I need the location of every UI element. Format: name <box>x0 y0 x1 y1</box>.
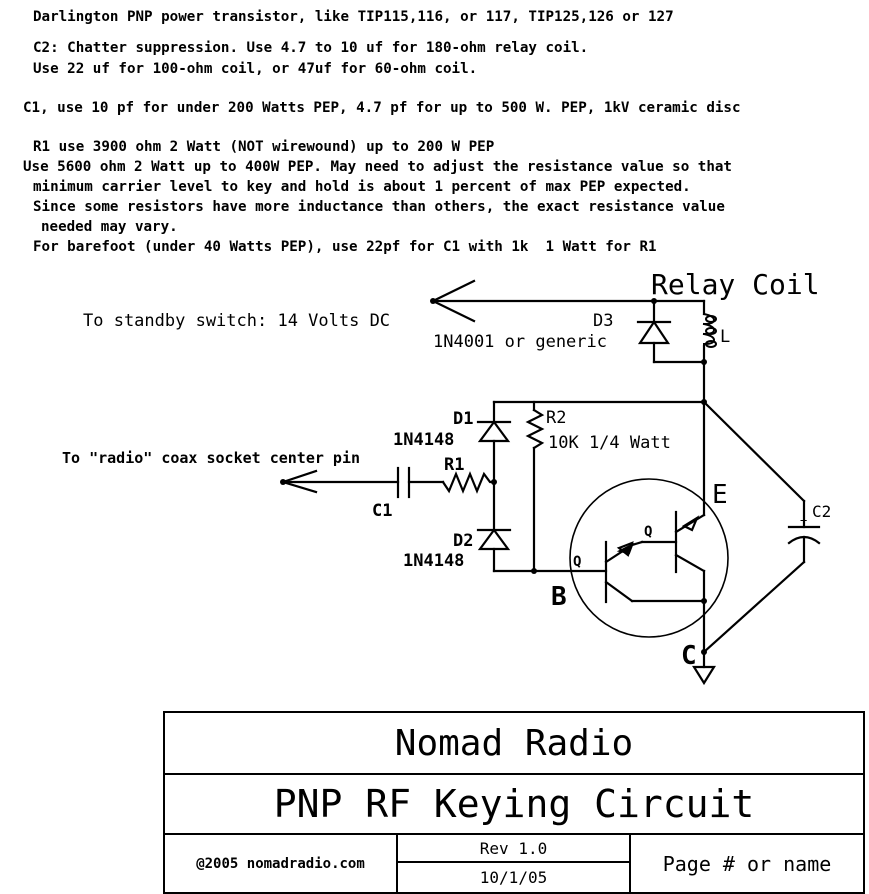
resistor-r1-icon <box>443 474 494 491</box>
d2-ref: D2 <box>453 531 474 551</box>
note-r1-line4: Since some resistors have more inductance than others, the exact resistance value <box>33 199 725 215</box>
q1-label: Q <box>573 554 582 570</box>
resistor-r2-icon <box>528 410 542 448</box>
r2-value: 10K 1/4 Watt <box>548 433 671 453</box>
title-block-company-row <box>165 713 863 775</box>
note-r1-line2: Use 5600 ohm 2 Watt up to 400W PEP. May need to adjust the resistance value so that <box>23 159 732 175</box>
date-text: 10/1/05 <box>479 868 548 887</box>
title-block <box>163 711 865 894</box>
date-cell <box>398 863 631 892</box>
relay-coil-label: Relay Coil <box>651 268 820 301</box>
coil-designator: L <box>720 327 731 347</box>
title-block-title-row <box>165 775 863 835</box>
copyright-cell <box>165 835 398 892</box>
note-r1-line3: minimum carrier level to key and hold is about 1 percent of max PEP expected. <box>33 179 691 195</box>
revision-text: Rev 1.0 <box>479 838 548 858</box>
note-c2-line1: C2: Chatter suppression. Use 4.7 to 10 uf for 180-ohm relay coil. <box>33 40 589 56</box>
c1-ref: C1 <box>372 501 393 521</box>
emitter-label: E <box>712 480 728 510</box>
page-text: Page # or name <box>662 851 832 876</box>
company-name: Nomad Radio <box>394 722 634 764</box>
collector-label: C <box>681 641 697 671</box>
note-r1-line5: needed may vary. <box>41 219 178 235</box>
r2-ref: R2 <box>546 408 567 428</box>
standby-label: To standby switch: 14 Volts DC <box>83 311 391 331</box>
radio-label: To "radio" coax socket center pin <box>62 449 361 467</box>
note-c1: C1, use 10 pf for under 200 Watts PEP, 4.7 pf for up to 500 W. PEP, 1kV ceramic disc <box>23 100 741 116</box>
copyright-text: @2005 nomadradio.com <box>196 855 365 872</box>
q2-label: Q <box>644 524 653 540</box>
page-cell <box>631 835 863 892</box>
capacitor-c1-icon <box>398 468 409 497</box>
relay-coil-icon <box>704 314 716 347</box>
note-r1-line1: R1 use 3900 ohm 2 Watt (NOT wirewound) up to 200 W PEP <box>33 139 495 155</box>
revision-cell <box>398 835 631 863</box>
note-c2-line2: Use 22 uf for 100-ohm coil, or 47uf for 60-ohm coil. <box>33 61 478 77</box>
base-label: B <box>551 582 567 612</box>
c2-polarity: + <box>800 513 808 527</box>
drawing-title: PNP RF Keying Circuit <box>273 782 755 826</box>
diode-d2-icon <box>478 530 510 549</box>
ground-icon <box>694 667 714 683</box>
d2-part: 1N4148 <box>403 551 465 571</box>
d3-part: 1N4001 or generic <box>433 332 607 352</box>
note-transistor: Darlington PNP power transistor, like TIP115,116, or 117, TIP125,126 or 127 <box>33 9 674 25</box>
diode-d3-icon <box>638 322 670 343</box>
c2-ref: C2 <box>812 502 832 521</box>
d1-part: 1N4148 <box>393 430 455 450</box>
d3-ref: D3 <box>593 311 614 331</box>
diode-d1-icon <box>478 422 510 441</box>
r1-ref: R1 <box>444 455 465 475</box>
d1-ref: D1 <box>453 409 474 429</box>
note-barefoot: For barefoot (under 40 Watts PEP), use 22pf for C1 with 1k 1 Watt for R1 <box>33 239 657 255</box>
